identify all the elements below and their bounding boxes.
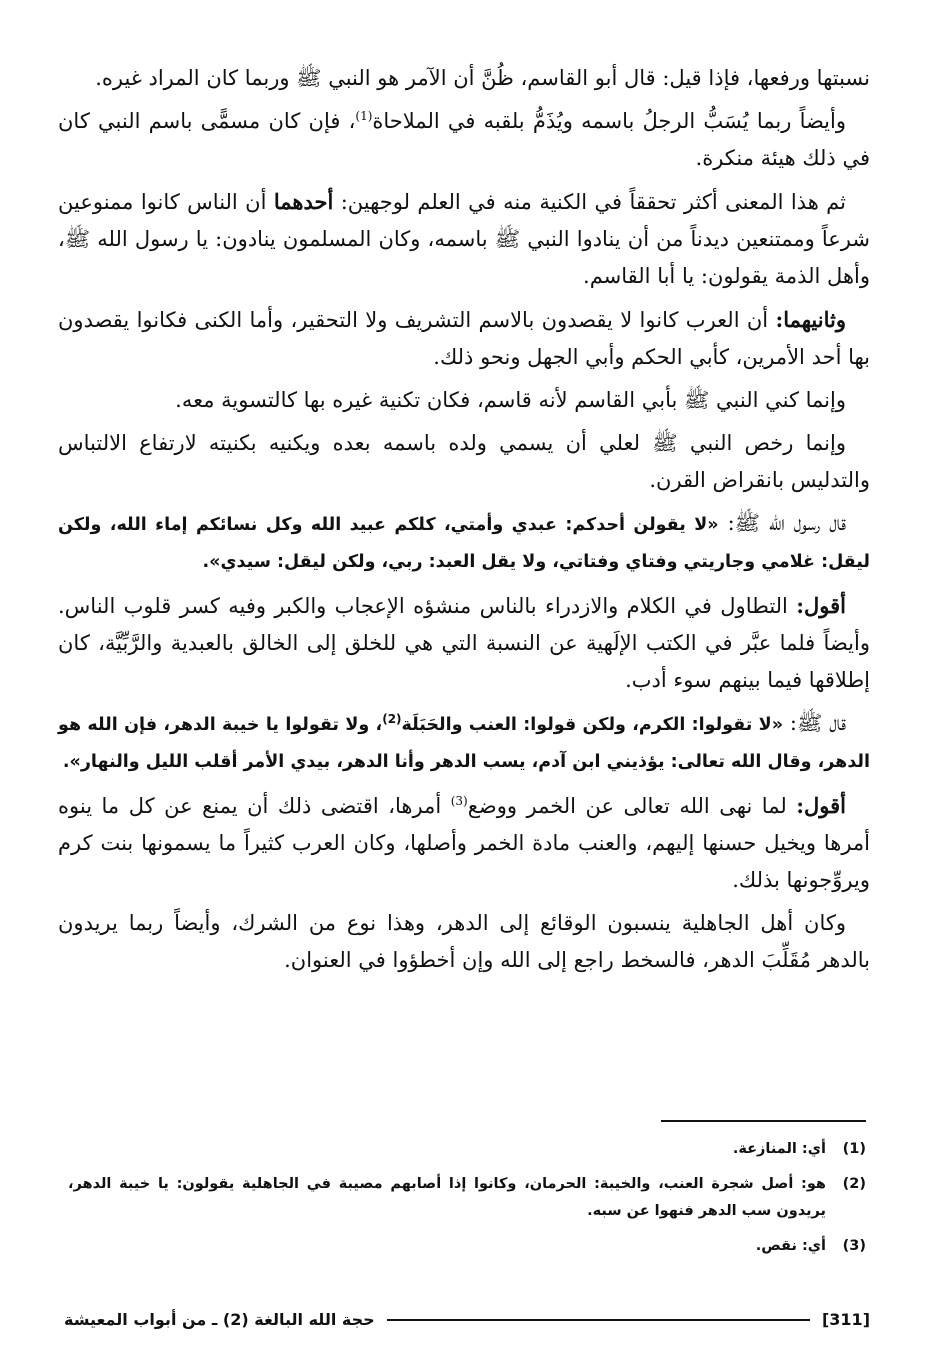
page-number: [311] — [821, 1310, 870, 1329]
hadith-1 — [58, 505, 870, 581]
bold-term: أحدهما — [273, 189, 334, 214]
paragraph-2 — [58, 103, 870, 177]
bold-term: أقول: — [796, 593, 846, 618]
bold-term: وثانيهما: — [775, 307, 846, 332]
paragraph-9 — [58, 905, 870, 979]
paragraph-text: أن العرب كانوا لا يقصدون بالاسم التشريف ولا التحقير، وأما الكنى فكانوا يقصدون بها أحد الأمرين، كأبي الحكم وأبي الجهل ونحو ذلك. — [58, 308, 870, 369]
footnote-3 — [68, 1233, 866, 1260]
paragraph-text: وإنما كني النبي ﷺ بأبي القاسم لأنه قاسم، فكان تكنية غيره بها كالتسوية معه. — [175, 388, 846, 412]
paragraph-text: ثم هذا المعنى أكثر تحققاً في الكنية منه في العلم لوجهين: — [333, 190, 846, 214]
page-footer — [64, 1310, 870, 1329]
paragraph-text: أن الناس كانوا ممنوعين شرعاً وممتنعين ديدناً من أن ينادوا النبي ﷺ باسمه، وكان المسلمون ينادون: يا رسول الله ﷺ، وأهل الذمة يقولون: يا أبا القاسم. — [58, 190, 870, 288]
footnote-text: أي: نقص. — [755, 1238, 826, 1254]
footnote-ref-2[interactable]: (2) — [382, 712, 402, 727]
paragraph-text: نسبتها ورفعها، فإذا قيل: قال أبو القاسم، ظُنَّ أن الآمر هو النبي ﷺ وربما كان المراد غيره. — [95, 66, 870, 90]
paragraph-3 — [58, 183, 870, 295]
book-title: حجة الله البالغة (2) ـ من أبواب المعيشة — [64, 1310, 375, 1329]
footer-divider — [387, 1319, 810, 1321]
paragraph-text: وكان أهل الجاهلية ينسبون الوقائع إلى الدهر، وهذا نوع من الشرك، وأيضاً ربما يريدون بالدهر مُقَلِّبَ الدهر، فالسخط راجع إلى الله وإن أخطؤوا في العنوان. — [58, 911, 870, 972]
paragraph-text: ، فإن كان مسمًّى باسم النبي كان في ذلك هيئة منكرة. — [58, 109, 870, 170]
bold-term: أقول: — [796, 793, 846, 818]
footnote-ref-3[interactable]: (3) — [450, 794, 468, 808]
footnote-text: هو: أصل شجرة العنب، والخيبة: الحرمان، وكانوا إذا أصابهم مصيبة في الجاهلية يقولون: يا خيبة الدهر، يريدون سب الدهر فنهوا عن سبه. — [68, 1176, 826, 1219]
paragraph-text: وأيضاً ربما يُسَبُّ الرجلُ باسمه ويُذَمُّ بلقبه في الملاحاة — [372, 109, 846, 133]
footnote-number: (3) — [842, 1238, 866, 1254]
footnote-ref-1[interactable]: (1) — [355, 109, 373, 123]
paragraph-4 — [58, 301, 870, 376]
hadith-text: «لا تقولوا: الكرم، ولكن قولوا: العنب والحَبَلَة — [401, 715, 783, 735]
hadith-text: ، ولا تقولوا يا خيبة الدهر، فإن الله هو الدهر، وقال الله تعالى: يؤذيني ابن آدم، يسب الدهر وأنا الدهر، بيدي الأمر أقلب الليل والنهار». — [58, 715, 870, 772]
paragraph-text: التطاول في الكلام والازدراء بالناس منشؤه الإعجاب والكبر وفيه كسر قلوب الناس. وأيضاً فلما عبَّر في الكتب الإلَهية عن النسبة التي هي للخلق إلى الخالق بالعبدية والرَّبِّيَّة، كان إطلاقها فيما بينهم سوء أدب. — [58, 594, 870, 692]
footnote-number: (2) — [842, 1176, 866, 1192]
paragraph-1 — [58, 60, 870, 97]
hadith-intro: قال ﷺ: — [783, 711, 846, 735]
paragraph-6 — [58, 425, 870, 499]
paragraph-7 — [58, 587, 870, 699]
footnote-1 — [68, 1136, 866, 1163]
footnote-divider — [661, 1120, 866, 1122]
footnotes — [68, 1120, 866, 1268]
hadith-text: «لا يقولن أحدكم: عبدي وأمتي، كلكم عبيد الله وكل نسائكم إماء الله، ولكن ليقل: غلامي وجاريتي وفتاي وفتاتي، ولا يقل العبد: ربي، ولكن ليقل: سيدي». — [58, 515, 870, 572]
footnote-number: (1) — [842, 1141, 866, 1157]
paragraph-text: لما نهى الله تعالى عن الخمر ووضع — [467, 794, 797, 818]
paragraph-text: أمرها، اقتضى ذلك أن يمنع عن كل ما ينوه أمرها ويخيل حسنها إليهم، والعنب مادة الخمر وأصلها، وكان العرب كثيراً ما يسمونها بنت كرم ويروِّجونها بذلك. — [58, 794, 870, 892]
footnote-2 — [68, 1171, 866, 1225]
paragraph-5 — [58, 382, 870, 419]
hadith-2 — [58, 705, 870, 781]
paragraph-text: وإنما رخص النبي ﷺ لعلي أن يسمي ولده باسمه بعده ويكنيه بكنيته لارتفاع الالتباس والتدليس بانقراض القرن. — [58, 431, 870, 492]
paragraph-8 — [58, 787, 870, 899]
footnote-text: أي: المنازعة. — [732, 1141, 826, 1157]
main-text — [58, 60, 870, 985]
hadith-intro: قال رسول الله ﷺ: — [718, 511, 847, 535]
